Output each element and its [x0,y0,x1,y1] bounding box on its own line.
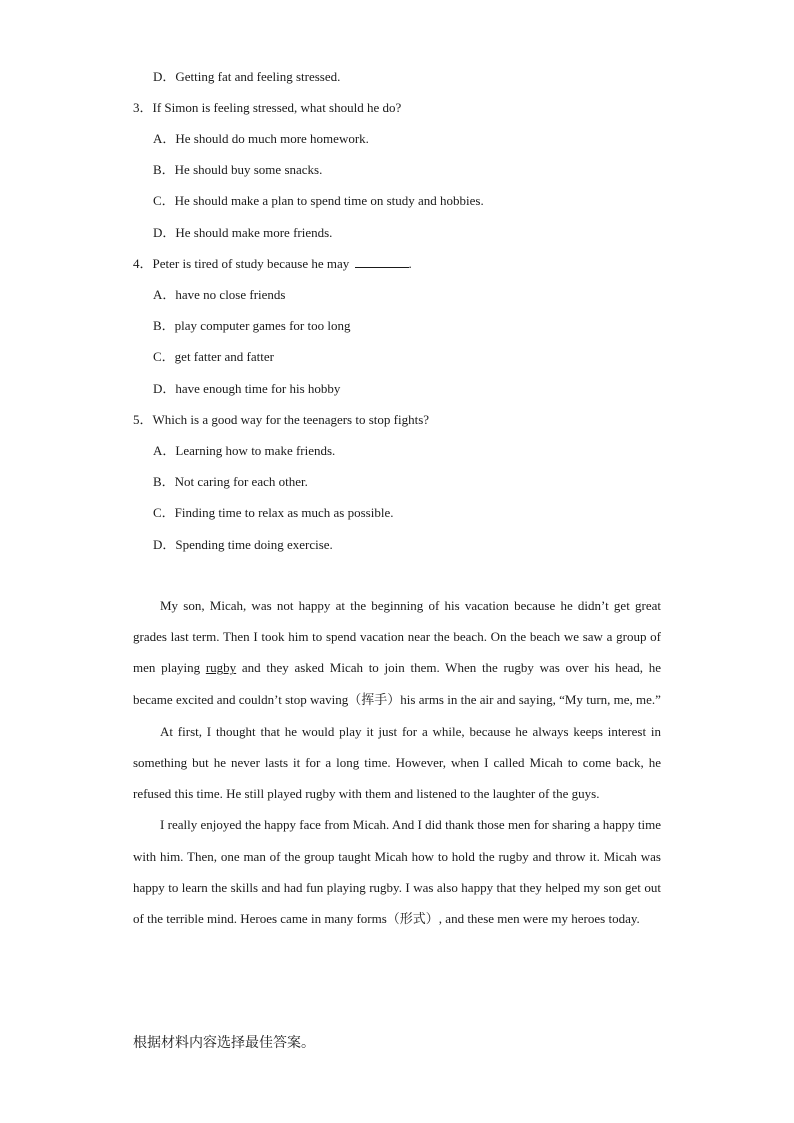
q3-stem: 3．If Simon is feeling stressed, what should he do? [133,100,402,115]
q2-option-d: D．Getting fat and feeling stressed. [153,69,341,84]
p1-text-end: his arms in the air and saying, “My turn, me, me.” [400,691,661,707]
reading-passage [133,590,661,935]
q4-stem-line [133,256,412,272]
passage-paragraph-1 [133,590,661,716]
passage-paragraph-3 [133,809,661,935]
q4-option-b: B．play computer games for too long [153,318,351,333]
q5-stem: 5．Which is a good way for the teenagers to stop fights? [133,412,430,427]
underlined-word-rugby: rugby [205,660,237,676]
q5-option-b: B．Not caring for each other. [153,474,308,489]
q3-option-d: D．He should make more friends. [153,225,333,240]
p3-text-start: I really enjoyed the happy face from Micah. And I did thank those men for sharing a happy time with him. Then, one man of the group taught Micah how to hold the rugby and throw it. Micah was happy to learn the skills and had fun playing rugby. I was also happy that they helped my son get out of the terrible mind. Heroes came in many forms [133,817,661,927]
passage-paragraph-2: At first, I thought that he would play it just for a while, because he always keeps interest in something but he never lasts it for a long time. However, when I called Micah to come back, he refused this time. He still played rugby with them and listened to the laughter of the guys. [133,723,661,802]
q4-option-d: D．have enough time for his hobby [153,381,341,396]
q4-stem-end: . [408,256,412,271]
question-instruction: 根据材料内容选择最佳答案。 [133,1035,315,1051]
chinese-gloss-waving: （挥手） [348,692,401,708]
q3-option-a: A．He should do much more homework. [153,131,369,146]
q3-option-b: B．He should buy some snacks. [153,162,323,177]
q4-option-c: C．get fatter and fatter [153,349,274,364]
chinese-gloss-forms: （形式） [386,912,439,928]
p3-text-end: , and these men were my heroes today. [438,911,640,927]
q4-answer-blank [355,256,409,268]
q5-option-d: D．Spending time doing exercise. [153,537,333,552]
q4-option-a: A．have no close friends [153,287,286,302]
q5-option-a: A．Learning how to make friends. [153,443,336,458]
q3-option-c: C．He should make a plan to spend time on study and hobbies. [153,193,484,208]
q5-option-c: C．Finding time to relax as much as possible. [153,505,394,520]
q4-stem: 4．Peter is tired of study because he may [133,256,350,271]
p1-text-middle: and they asked Micah to join them. When the rugby was over his head, he became excited and couldn’t stop waving [133,660,661,707]
p1-text-start: My son, Micah, was not happy at the beginning of his vacation because he didn’t get great grades last term. Then I took him to spend vacation near the beach. On the beach we saw a group of men playing [133,598,661,676]
